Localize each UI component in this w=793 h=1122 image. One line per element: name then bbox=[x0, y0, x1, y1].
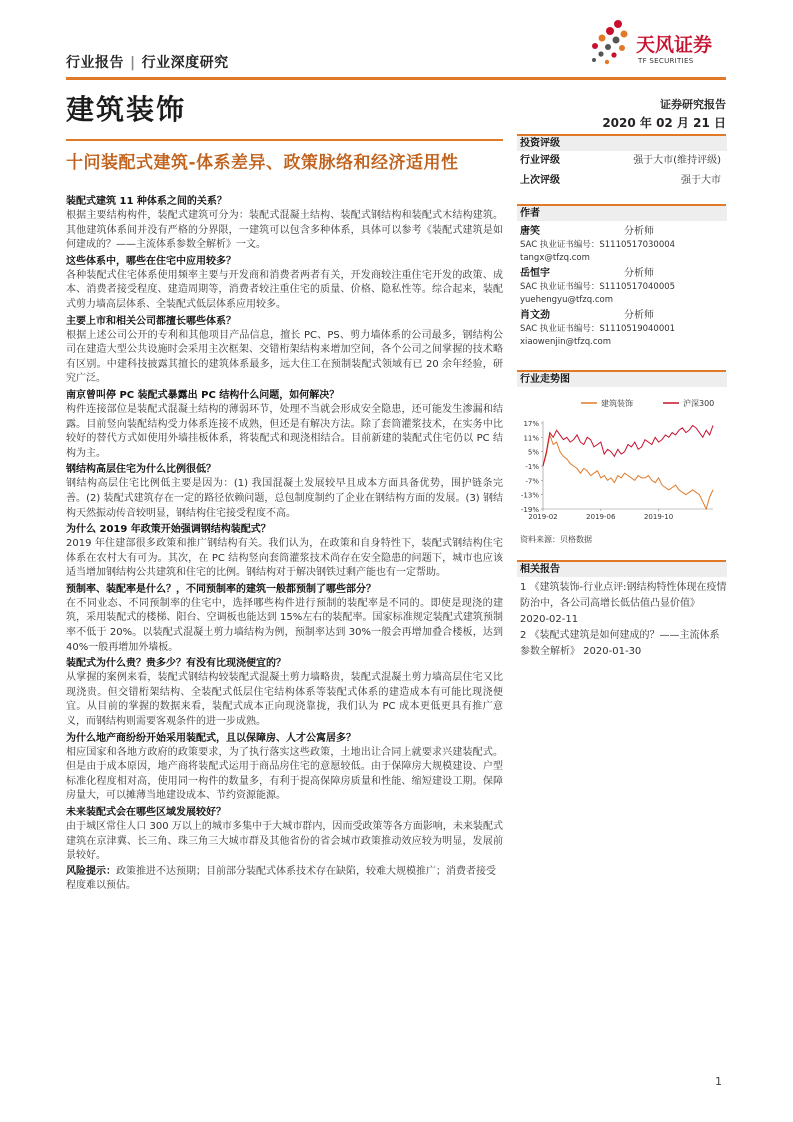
section-answer: 相应国家和各地方政府的政策要求，为了执行落实这些政策，土地出让合同上就要求兴建装配式。但是由于成本原因，地产商将装配式运用于商品房住宅的意愿较低。由于保障房大规模建设、户型标准化程度相对高，使用同一构件的数量多，有利于提高保障房质量和性能、缩短建设工期。保障房量大，可以摊薄当地建设成本、节约资源能源。 bbox=[66, 746, 503, 802]
rating-header: 投资评级 bbox=[517, 136, 727, 151]
qa-section bbox=[66, 656, 503, 729]
header-divider bbox=[66, 77, 726, 80]
trend-chart bbox=[517, 393, 727, 528]
section-question: 钢结构高层住宅为什么比例很低？ bbox=[66, 464, 216, 476]
author-role: 分析师 bbox=[624, 268, 654, 279]
related-list bbox=[517, 580, 727, 660]
y-tick-label: -7% bbox=[525, 477, 539, 486]
author-entry bbox=[517, 309, 727, 349]
qa-section bbox=[66, 731, 503, 804]
qa-section bbox=[66, 194, 503, 253]
section-answer: 各种装配式住宅体系使用频率主要与开发商和消费者两者有关，开发商较注重住宅开发的政策、成本、消费者接受程度、建造周期等，消费者较注重住宅的质量、价格、隐私性等。综合起来，装配式剪力墙高层体系、全装配式低层体系应用较多。 bbox=[66, 269, 503, 310]
qa-section bbox=[66, 462, 503, 521]
author-name: 岳恒宇 bbox=[520, 268, 550, 279]
report-type: 证券研究报告 bbox=[660, 98, 726, 111]
legend-label: 建筑装饰 bbox=[601, 399, 633, 408]
category-separator: | bbox=[130, 55, 136, 71]
trend-header: 行业走势图 bbox=[517, 372, 727, 387]
author-email[interactable]: tangx@tfzq.com bbox=[520, 253, 590, 263]
industry-rating-label: 行业评级 bbox=[520, 155, 560, 166]
author-email[interactable]: yuehengyu@tfzq.com bbox=[520, 295, 614, 305]
chart-source-wrap bbox=[517, 534, 727, 545]
y-tick-label: 17% bbox=[523, 420, 539, 428]
sector-title: 建筑装饰 bbox=[66, 93, 187, 126]
qa-section bbox=[66, 522, 503, 581]
section-answer: 构件连接部位是装配式混凝土结构的薄弱环节，处理不当就会形成安全隐患，还可能发生渗漏和结露。目前竖向装配结构受力体系连接不成熟，但还是有解决方法。除了套筒灌浆技术，在实务中比较好的替代方式如使用外墙挂板体系，将装配式和现浇相结合。目前新建的装配式住宅仍以 PC 结构为主。 bbox=[66, 403, 503, 459]
section-answer: 2019 年住建部很多政策和推广钢结构有关。我们认为，在政策和自身特性下，装配式钢结构住宅体系在农村大有可为。其次，在 PC 结构竖向套筒灌浆技术尚存在安全隐患的问题下，城市也应该适当增加钢结构公共建筑和住宅的比例。钢结构对于解决钢铁过剩产能也有一定帮助。 bbox=[66, 538, 503, 579]
related-header: 相关报告 bbox=[517, 562, 727, 577]
section-question: 装配式为什么贵？贵多少？有没有比现浇便宜的？ bbox=[66, 658, 286, 670]
section-answer: 在不同业态、不同预制率的住宅中，选择哪些构件进行预制的装配率是不同的。即使是现浇的建筑，采用装配式的楼梯、阳台、空调板也能达到 15%左右的装配率。国家标准规定装配式建筑预制率不低于 20%。以装配式混凝土剪力墙结构为例，预制率达到 30%一般会再增加叠合楼板，达到 40%一般再增加外墙板。 bbox=[66, 597, 503, 653]
related-panel bbox=[517, 562, 727, 660]
section-answer: 从掌握的案例来看，装配式钢结构较装配式混凝土剪力墙略贵，装配式混凝土剪力墙高层住宅又比现浇贵。但交错桁架结构、全装配式低层住宅结构体系等装配式体系的建造成本有可能比现浇便宜。从目前的掌握的数据来看，装配式成本正向现浇靠拢，我们认为 PC 成本更低更具有推广意义，而钢结构则需要客观条件的进一步成熟。 bbox=[66, 672, 503, 728]
y-tick-label: 11% bbox=[523, 434, 539, 443]
section-answer: 根据上述公司公开的专利和其他项目产品信息，擅长 PC、PS、剪力墙体系的公司最多，钢结构公司在建造大型公共设施时会采用主次框架、交错桁架结构来增加空间，各个公司之间掌握的技术略有区别。中建科技披露其擅长的建筑体系最多，远大住工在预制装配式领域有已 20 余年经验，研究广泛。 bbox=[66, 329, 503, 385]
trend-panel bbox=[517, 372, 727, 387]
y-tick-label: -19% bbox=[520, 506, 539, 514]
author-sac-number: SAC 执业证书编号：S1110517040005 bbox=[520, 282, 676, 292]
title-divider bbox=[66, 139, 503, 141]
section-question: 装配式建筑 11 种体系之间的关系？ bbox=[66, 196, 227, 207]
related-report-item[interactable]: 2 《装配式建筑是如何建成的？——主流体系参数全解析》 2020-01-30 bbox=[520, 630, 720, 657]
previous-rating-label: 上次评级 bbox=[520, 175, 560, 186]
section-question: 预制率、装配率是什么？，不同预制率的建筑一般都预制了哪些部分？ bbox=[66, 583, 376, 595]
trend-chart-svg bbox=[517, 393, 727, 528]
risk-text: 政策推进不达预期；目前部分装配式体系技术存在缺陷，较难大规模推广；消费者接受程度难以预估。 bbox=[66, 865, 496, 892]
qa-section bbox=[66, 805, 503, 864]
y-tick-label: -1% bbox=[525, 463, 539, 471]
qa-section bbox=[66, 388, 503, 461]
section-question: 为什么 2019 年政策开始强调钢结构装配式？ bbox=[66, 524, 271, 536]
qa-section bbox=[66, 582, 503, 655]
author-sac-number: SAC 执业证书编号：S1110517030004 bbox=[520, 240, 676, 250]
section-answer: 根据主要结构构件，装配式建筑可分为：装配式混凝土结构、装配式钢结构和装配式木结构建筑。其他建筑体系间并没有严格的分界限，一建筑可以包含多种体系，具体可以参考《装配式建筑是如何建成的？——主流体系参数全解析》一文。 bbox=[66, 210, 503, 251]
risk-label: 风险提示： bbox=[66, 865, 116, 877]
section-question: 未来装配式会在哪些区域发展较好？ bbox=[66, 807, 226, 818]
section-question: 南京曾叫停 PC 装配式暴露出 PC 结构什么问题，如何解决？ bbox=[66, 389, 340, 401]
x-tick-label: 2019-06 bbox=[586, 513, 616, 521]
series-line-sector bbox=[543, 435, 713, 509]
chart-source: 资料来源：贝格数据 bbox=[520, 535, 592, 544]
authors-panel bbox=[517, 206, 727, 349]
previous-rating-row bbox=[517, 171, 727, 191]
series-line-hs300 bbox=[543, 425, 713, 466]
section-answer: 由于城区常住人口 300 万以上的城市多集中于大城市群内，因而受政策等各方面影响，未来装配式建筑在京津冀、长三角、珠三角三大城市群及其他省份的省会城市政策推动效应较为明显，发展前景较好。 bbox=[66, 821, 503, 862]
author-entry bbox=[517, 267, 727, 307]
logo-mark-icon bbox=[586, 18, 634, 70]
section-question: 主要上市和相关公司都擅长哪些体系？ bbox=[66, 315, 236, 327]
report-category bbox=[66, 52, 229, 72]
y-tick-label: -13% bbox=[520, 491, 539, 500]
section-question: 这些体系中，哪些在住宅中应用较多？ bbox=[66, 255, 236, 267]
previous-rating-value: 强于大市 bbox=[681, 175, 721, 186]
x-tick-label: 2019-10 bbox=[643, 513, 674, 521]
authors-header: 作者 bbox=[517, 206, 727, 221]
industry-rating-value: 强于大市(维持评级) bbox=[633, 155, 721, 166]
author-name: 肖文劲 bbox=[520, 310, 550, 321]
subcategory-label: 行业深度研究 bbox=[141, 55, 229, 71]
company-logo bbox=[586, 18, 736, 72]
author-entry bbox=[517, 225, 727, 265]
qa-section bbox=[66, 254, 503, 313]
author-name: 唐笑 bbox=[520, 226, 540, 237]
category-label: 行业报告 bbox=[66, 55, 124, 71]
section-question: 为什么地产商纷纷开始采用装配式，且以保障房、人才公寓居多？ bbox=[66, 732, 356, 744]
y-tick-label: 5% bbox=[527, 448, 539, 457]
rating-panel bbox=[517, 136, 727, 191]
related-report-item[interactable]: 1 《建筑装饰-行业点评:钢结构特性体现在疫情防治中，各公司高增长低估值凸显价值》 2020-02-11 bbox=[520, 582, 727, 625]
author-role: 分析师 bbox=[624, 310, 654, 321]
report-title: 十问装配式建筑-体系差异、政策脉络和经济适用性 bbox=[66, 153, 459, 173]
author-email[interactable]: xiaowenjin@tfzq.com bbox=[520, 337, 612, 347]
x-tick-label: 2019-02 bbox=[528, 513, 558, 521]
author-role: 分析师 bbox=[624, 226, 654, 237]
main-content bbox=[66, 194, 503, 894]
risk-warning bbox=[66, 865, 503, 894]
legend-label: 沪深300 bbox=[683, 399, 715, 408]
report-date: 2020 年 02 月 21 日 bbox=[602, 116, 726, 130]
section-answer: 钢结构高层住宅比例低主要是因为：(1) 我国混凝土发展较早且成本方面具备优势，围护链条完善。(2) 装配式建筑存在一定的路径依赖问题，总包制度制约了企业在钢结构方面的发展。(3) 钢结构天然振动传音较明显，钢结构住宅接受程度不高。 bbox=[66, 478, 503, 519]
qa-section bbox=[66, 314, 503, 387]
author-sac-number: SAC 执业证书编号：S1110519040001 bbox=[520, 324, 676, 334]
industry-rating-row bbox=[517, 151, 727, 171]
page-number: 1 bbox=[715, 1075, 722, 1088]
logo-english-name: TF SECURITIES bbox=[638, 57, 694, 65]
logo-chinese-name: 天风证券 bbox=[636, 34, 713, 56]
